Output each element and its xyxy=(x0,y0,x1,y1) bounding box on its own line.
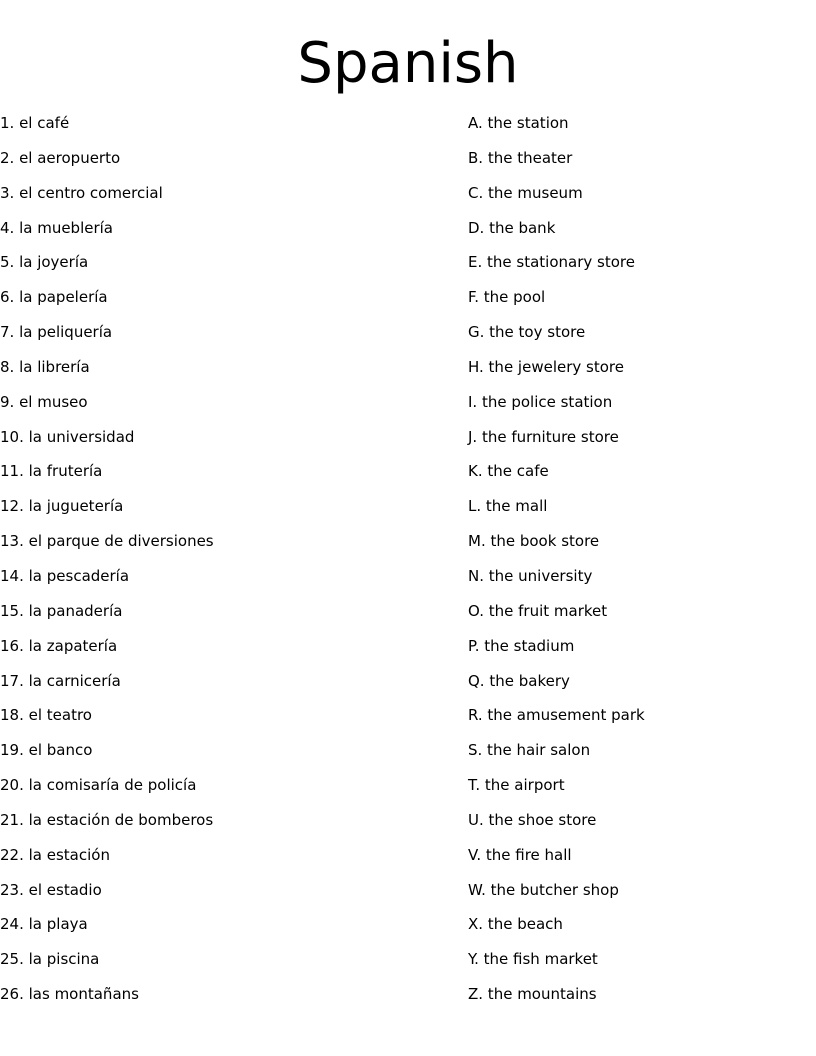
english-term: D. the bank xyxy=(468,218,556,237)
spanish-term: 13. el parque de diversiones xyxy=(0,532,214,551)
spanish-term: 23. el estadio xyxy=(0,880,102,899)
spanish-term: 3. el centro comercial xyxy=(0,183,163,202)
english-term: L. the mall xyxy=(468,497,548,516)
english-term: E. the stationary store xyxy=(468,253,635,272)
spanish-term: 2. el aeropuerto xyxy=(0,148,121,167)
english-terms-list xyxy=(468,112,808,1018)
spanish-term: 24. la playa xyxy=(0,915,88,934)
spanish-term: 8. la librería xyxy=(0,357,90,376)
spanish-term: 4. la mueblería xyxy=(0,218,113,237)
english-term: U. the shoe store xyxy=(468,810,597,829)
spanish-term: 22. la estación xyxy=(0,845,110,864)
english-term: Z. the mountains xyxy=(468,985,597,1004)
english-term: C. the museum xyxy=(468,183,583,202)
spanish-term: 17. la carnicería xyxy=(0,671,121,690)
spanish-term: 14. la pescadería xyxy=(0,566,130,585)
english-term: Q. the bakery xyxy=(468,671,570,690)
spanish-term: 15. la panadería xyxy=(0,601,123,620)
spanish-term: 18. el teatro xyxy=(0,706,92,725)
page-title: Spanish xyxy=(297,31,519,96)
english-term: Y. the fish market xyxy=(468,950,598,969)
english-term: J. the furniture store xyxy=(468,427,619,446)
spanish-term: 26. las montañans xyxy=(0,985,139,1004)
english-term: O. the fruit market xyxy=(468,601,608,620)
spanish-term: 21. la estación de bomberos xyxy=(0,810,214,829)
spanish-term: 9. el museo xyxy=(0,392,88,411)
spanish-term: 12. la juguetería xyxy=(0,497,124,516)
spanish-terms-list xyxy=(0,112,440,1018)
english-term: W. the butcher shop xyxy=(468,880,619,899)
spanish-term: 19. el banco xyxy=(0,741,93,760)
spanish-term: 20. la comisaría de policía xyxy=(0,776,197,795)
english-term: I. the police station xyxy=(468,392,613,411)
english-term: R. the amusement park xyxy=(468,706,645,725)
spanish-term: 1. el café xyxy=(0,114,70,132)
spanish-term: 5. la joyería xyxy=(0,253,89,272)
english-term: H. the jewelery store xyxy=(468,357,624,376)
spanish-term: 10. la universidad xyxy=(0,427,135,446)
english-term: G. the toy store xyxy=(468,323,586,342)
english-term: V. the fire hall xyxy=(468,845,572,864)
english-term: A. the station xyxy=(468,114,569,132)
english-term: M. the book store xyxy=(468,532,600,551)
spanish-term: 25. la piscina xyxy=(0,950,100,969)
spanish-term: 6. la papelería xyxy=(0,288,108,307)
spanish-term: 7. la peliquería xyxy=(0,323,113,342)
english-term: S. the hair salon xyxy=(468,741,591,760)
spanish-term: 16. la zapatería xyxy=(0,636,118,655)
english-term: T. the airport xyxy=(468,776,565,795)
spanish-term: 11. la frutería xyxy=(0,462,103,481)
english-term: F. the pool xyxy=(468,288,546,307)
english-term: X. the beach xyxy=(468,915,563,934)
english-term: K. the cafe xyxy=(468,462,549,481)
english-term: N. the university xyxy=(468,566,593,585)
english-term: P. the stadium xyxy=(468,636,575,655)
english-term: B. the theater xyxy=(468,148,573,167)
